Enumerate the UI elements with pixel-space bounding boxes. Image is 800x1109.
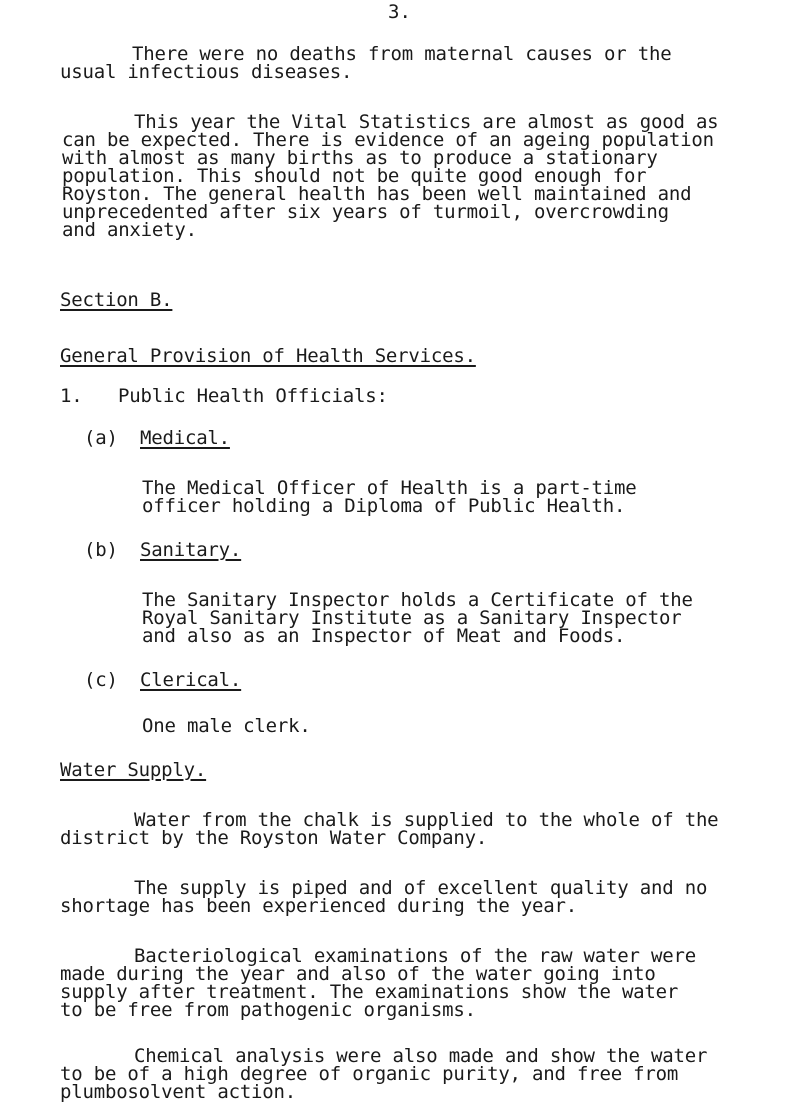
text-line: shortage has been experienced during the year.	[60, 895, 577, 917]
list-number: 1.	[60, 385, 83, 407]
text-line: The Medical Officer of Health is a part-time	[142, 477, 637, 499]
text-line: Water from the chalk is supplied to the whole of the	[134, 809, 719, 831]
item-title: Sanitary.	[140, 539, 242, 561]
item-marker: (b)	[84, 539, 118, 561]
text-line: to be free from pathogenic organisms.	[60, 999, 476, 1021]
text-line: population. This should not be quite good enough for	[62, 165, 647, 187]
text-line: made during the year and also of the water going into	[60, 963, 656, 985]
text-line: The Sanitary Inspector holds a Certificate of the	[142, 589, 693, 611]
text-line: district by the Royston Water Company.	[60, 827, 488, 849]
item-marker: (a)	[84, 427, 118, 449]
text-line: and anxiety.	[62, 219, 197, 241]
water-supply-heading: Water Supply.	[60, 759, 207, 781]
text-line: supply after treatment. The examinations show the water	[60, 981, 679, 1003]
text-line: and also as an Inspector of Meat and Foods.	[142, 625, 626, 647]
text-line: plumbosolvent action.	[60, 1081, 297, 1103]
item-title: Clerical.	[140, 669, 242, 691]
text-line: with almost as many births as to produce a stationary	[62, 147, 658, 169]
text-line: One male clerk.	[142, 715, 311, 737]
text-line: usual infectious diseases.	[60, 61, 353, 83]
general-provision-heading: General Provision of Health Services.	[60, 345, 476, 367]
text-line: There were no deaths from maternal causes or the	[132, 43, 672, 65]
text-line: to be of a high degree of organic purity, and free from	[60, 1063, 679, 1085]
text-line: officer holding a Diploma of Public Health.	[142, 495, 626, 517]
text-line: This year the Vital Statistics are almost as good as	[134, 111, 719, 133]
text-line: unprecedented after six years of turmoil, overcrowding	[62, 201, 669, 223]
text-line: Royston. The general health has been well maintained and	[62, 183, 692, 205]
text-line: The supply is piped and of excellent quality and no	[134, 877, 708, 899]
text-line: Chemical analysis were also made and show the water	[134, 1045, 708, 1067]
item-title: Medical.	[140, 427, 230, 449]
officials-heading: Public Health Officials:	[118, 385, 388, 407]
section-heading: Section B.	[60, 289, 173, 311]
page-number: 3.	[388, 1, 411, 23]
text-line: Royal Sanitary Institute as a Sanitary Inspector	[142, 607, 682, 629]
item-marker: (c)	[84, 669, 118, 691]
text-line: can be expected. There is evidence of an ageing population	[62, 129, 714, 151]
text-line: Bacteriological examinations of the raw water were	[134, 945, 696, 967]
